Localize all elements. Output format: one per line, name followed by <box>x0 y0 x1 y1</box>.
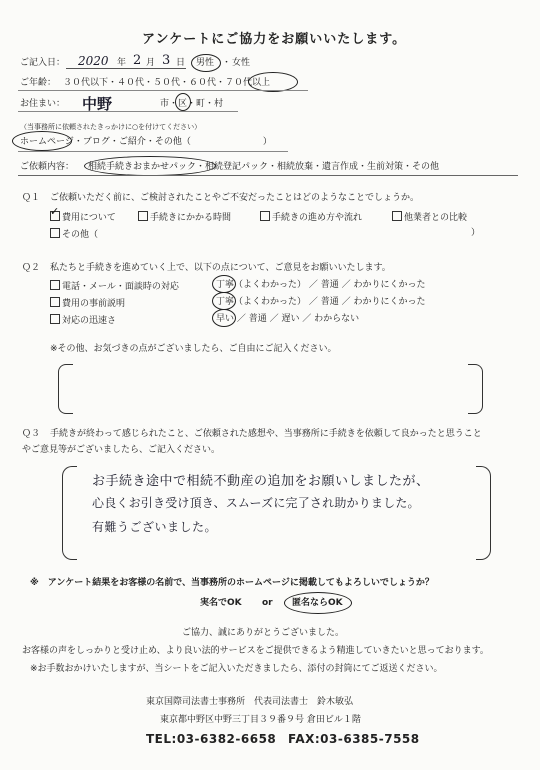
q3-answer-line-3: 有難うございました。 <box>92 520 218 534</box>
day-unit: 日 <box>176 58 186 68</box>
q1-checkbox-3 <box>260 211 270 221</box>
publish-question: ※ アンケート結果をお客様の名前で、当事務所のホームページに掲載してもよろしいでしょうか？ <box>30 578 434 588</box>
q2-checkbox-3 <box>50 314 60 324</box>
address-underline <box>18 111 238 112</box>
q1-option-1 <box>50 205 116 224</box>
age-label: ご年齢： <box>20 78 57 88</box>
month-unit: 月 <box>146 58 156 68</box>
service-label: ご依頼内容： <box>20 162 75 172</box>
closing-thanks: ご協力、誠にありがとうございました。 <box>182 628 345 638</box>
q1-checkbox-4 <box>392 211 402 221</box>
office-name: 東京国際司法書士事務所 代表司法書士 鈴木敏弘 <box>146 697 354 707</box>
q2-row-2 <box>50 297 125 310</box>
q1-other-label: その他（ <box>62 230 99 240</box>
age-underline <box>18 90 308 91</box>
q3-question-line2: やご意見等がございましたら、ご記入ください。 <box>22 445 221 455</box>
q2-row-label: 対応の迅速さ <box>62 316 117 326</box>
q3-bracket-left <box>62 466 77 560</box>
trigger-note: （当事務所に依頼されたきっかけに○を付けてください） <box>20 123 202 131</box>
address-label: お住まい： <box>20 99 66 109</box>
q2-question: 私たちと手続きを進めていく上で、以下の点について、ご意見をお願いいたします。 <box>50 263 391 273</box>
gender-male-circle <box>191 54 221 72</box>
q1-checkbox-other <box>50 228 60 238</box>
publish-real-name: 実名でOK <box>200 598 242 608</box>
q1-option-4 <box>392 211 467 224</box>
trigger-underline <box>18 151 288 152</box>
q2-bracket-left <box>58 364 73 414</box>
q3-answer-line-2: 心良くお引き受け頂き、スムーズに完了され助かりました。 <box>92 496 420 510</box>
q2-row-3 <box>50 314 116 327</box>
address-value: 中野 <box>82 95 113 113</box>
q2-note: ※その他、お気づきの点がございましたら、ご自由にご記入ください。 <box>50 344 337 354</box>
office-tel: TEL:03-6382-6658 <box>146 732 277 746</box>
q1-option-label: 手続きの進め方や流れ <box>272 213 363 223</box>
q2-row-1-choices: 丁寧（よくわかった） ／ 普通 ／ わかりにくかった <box>216 280 426 290</box>
date-day: 3 <box>162 53 171 68</box>
q2-number: Ｑ２ <box>22 263 41 273</box>
address-ku-circle <box>175 93 191 111</box>
q2-row-3-circle <box>212 309 236 327</box>
q1-question: ご依頼いただく前に、ご検討されたことやご不安だったことはどのようなことでしょうか。 <box>50 193 420 203</box>
gender-female: 女性 <box>232 58 251 68</box>
q2-row-1-circle <box>212 275 236 293</box>
q1-option-2 <box>138 211 231 224</box>
gender-male: 男性 <box>196 58 215 68</box>
gender-separator: ・ <box>222 58 232 68</box>
q2-row-label: 電話・メール・面談時の対応 <box>62 282 179 292</box>
age-70-circle <box>248 72 298 92</box>
office-fax: FAX:03-6385-7558 <box>288 732 420 746</box>
q1-option-3 <box>260 211 362 224</box>
date-year: 2020 <box>78 54 109 68</box>
q2-checkbox-1 <box>50 280 60 290</box>
q2-row-2-choices: 丁寧（よくわかった） ／ 普通 ／ わかりにくかった <box>216 297 426 307</box>
closing-line3: ※お手数おかけいたしますが、当シートをご記入いただきましたら、添付の封筒にてご返送ください。 <box>30 664 443 674</box>
q2-row-2-circle <box>212 292 236 310</box>
trigger-options: ホームページ・ブログ・ご紹介・その他（ ） <box>20 137 272 147</box>
q1-option-label: 手続きにかかる時間 <box>150 213 232 223</box>
q2-row-label: 費用の事前説明 <box>62 299 126 309</box>
q1-option-label: 費用について <box>62 213 116 223</box>
service-pack-circle <box>84 156 216 176</box>
publish-anonymous: 匿名ならOK <box>292 598 343 608</box>
year-unit: 年 <box>117 58 127 68</box>
service-underline <box>18 175 518 176</box>
q1-checkbox-1 <box>50 205 60 221</box>
q2-bracket-right <box>468 364 483 414</box>
q2-row-1 <box>50 280 179 293</box>
closing-line2: お客様の声をしっかりと受け止め、より良い法的サービスをご提供できるよう精進していきたいと思っております。 <box>22 646 489 656</box>
q3-number: Ｑ３ <box>22 429 41 439</box>
publish-or: or <box>262 598 273 608</box>
q3-question-line1: 手続きが終わって感じられたこと、ご依頼された感想や、当事務所に手続きを依頼して良かったと思うこと <box>50 429 482 439</box>
q1-checkbox-2 <box>138 211 148 221</box>
q2-row-3-choices: 早い ／ 普通 ／ 遅い ／ わからない <box>216 314 360 324</box>
q2-checkbox-2 <box>50 297 60 307</box>
age-options: ３０代以下・４０代・５０代・６０代・７０代以上 <box>63 78 271 88</box>
q3-answer-line-1: お手続き途中で相続不動産の追加をお願いしましたが、 <box>92 474 430 489</box>
date-month: 2 <box>133 53 142 68</box>
check-icon: ✓ <box>50 205 60 218</box>
q3-bracket-right <box>476 466 491 560</box>
date-label: ご記入日： <box>20 58 66 68</box>
q1-option-other <box>50 228 98 241</box>
publish-anonymous-circle <box>284 592 352 614</box>
q1-other-close: ） <box>471 228 481 238</box>
office-address: 東京都中野区中野三丁目３９番９号 倉田ビル１階 <box>160 715 361 725</box>
page-title: アンケートにご協力をお願いいたします。 <box>142 32 407 47</box>
service-options: 相続手続きおまかせパック・相続登記パック・相続放棄・遺言作成・生前対策・その他 <box>88 162 440 172</box>
address-units: 市・区・町・村 <box>160 99 224 109</box>
q1-option-label: 他業者との比較 <box>404 213 468 223</box>
q1-number: Ｑ１ <box>22 193 41 203</box>
trigger-homepage-circle <box>12 131 72 151</box>
